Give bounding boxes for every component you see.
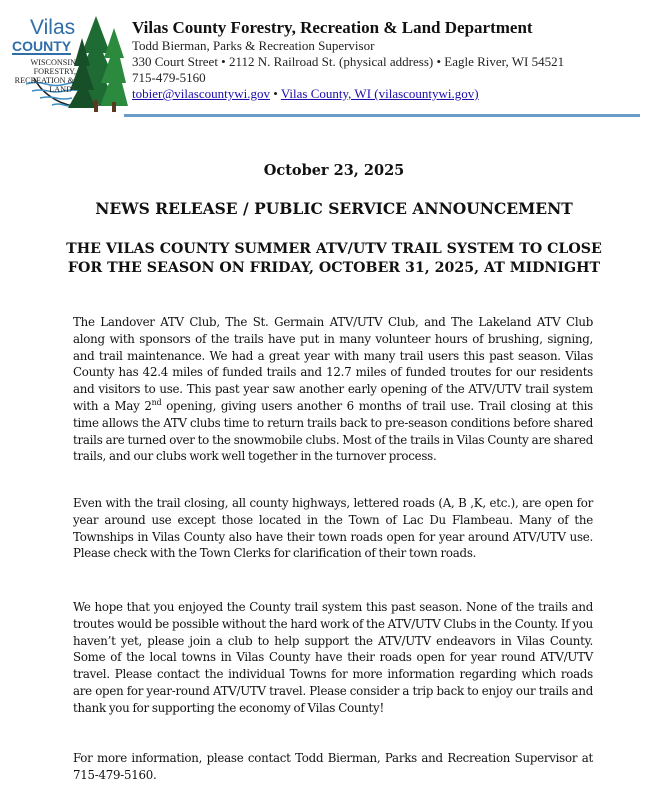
headline <box>40 240 628 278</box>
logo-vilas-text: Vilas <box>30 16 76 39</box>
logo-land-text: LAND <box>49 85 72 94</box>
bullet-separator: • <box>269 86 281 101</box>
vilas-county-logo <box>4 8 128 118</box>
pine-trees-icon <box>68 16 128 112</box>
email-link[interactable]: tobier@vilascountywi.gov <box>132 86 270 101</box>
org-contact-block <box>132 18 564 102</box>
org-name: Vilas County Forestry, Recreation & Land Department <box>132 18 533 37</box>
body-paragraph-2: Even with the trail closing, all county highways, lettered roads (A, B ,K, etc.), are open for year around use except those located in the Town of Lac Du Flambeau. Many of the Townships in Vilas County also have their town roads open for year around ATV/UTV use. Please check with the Town Clerks for clarification of their town roads. <box>73 496 593 561</box>
links-line <box>132 86 564 102</box>
body-paragraph-4: For more information, please contact Todd Bierman, Parks and Recreation Supervisor at 715-479-5160. <box>73 751 593 782</box>
website-link[interactable]: Vilas County, WI (vilascountywi.gov) <box>280 86 479 101</box>
address: 330 Court Street • 2112 N. Railroad St. (physical address) • Eagle River, WI 54521 <box>132 54 565 69</box>
p1-text-a: The Landover ATV Club, The St. Germain ATV/UTV Club, and The Lakeland ATV Club along with sponsors of the trails have put in many volunteer hours of brushing, signing, and trail maintenance. We had a great year with many trail users this past season. Vilas County has 42.4 miles of funded trails and 12.7 miles of funded troutes for our residents and visitors to use. This past year saw another early opening of the ATV/UTV trail system with a May 2 <box>73 315 593 413</box>
logo-wisconsin-text: WISCONSIN <box>30 58 76 67</box>
body-paragraph-3: We hope that you enjoyed the County trail system this past season. None of the trails and troutes would be possible without the hard work of the ATV/UTV Clubs in the County. If you haven’t yet, please join a club to help support the ATV/UTV endeavors in Vilas County. Some of the local towns in Vilas County have their roads open for year round ATV/UTV travel. Please contact the individual Towns for more information regarding which roads are open for year-round ATV/UTV travel. Please consider a trip back to enjoy our trails and thank you for supporting the economy of Vilas County! <box>73 600 593 715</box>
headline-line-2: FOR THE SEASON ON FRIDAY, OCTOBER 31, 2025, AT MIDNIGHT <box>67 260 601 276</box>
contact-name: Todd Bierman, Parks & Recreation Supervisor <box>132 38 375 53</box>
letterhead <box>0 0 668 125</box>
release-type-heading: NEWS RELEASE / PUBLIC SERVICE ANNOUNCEMENT <box>95 199 573 218</box>
body-paragraph-1 <box>73 314 593 465</box>
header-rule <box>124 114 640 117</box>
phone: 715-479-5160 <box>132 70 206 85</box>
p1-superscript: nd <box>151 398 162 408</box>
release-date: October 23, 2025 <box>263 162 405 179</box>
logo-forestry-text: FORESTRY, <box>33 67 76 76</box>
p1-text-b: opening, giving users another 6 months of trail use. Trail closing at this time allows the ATV clubs time to return trails back to pre-season conditions before shared trails are turned over to the snowmobile clubs. Most of the trails in Vilas County are shared trails, and our clubs work well together in the turnover process. <box>73 398 593 464</box>
headline-line-1: THE VILAS COUNTY SUMMER ATV/UTV TRAIL SYSTEM TO CLOSE <box>66 241 602 257</box>
logo-county-text: COUNTY <box>12 38 72 54</box>
logo-recreation-text: RECREATION & <box>14 76 74 85</box>
